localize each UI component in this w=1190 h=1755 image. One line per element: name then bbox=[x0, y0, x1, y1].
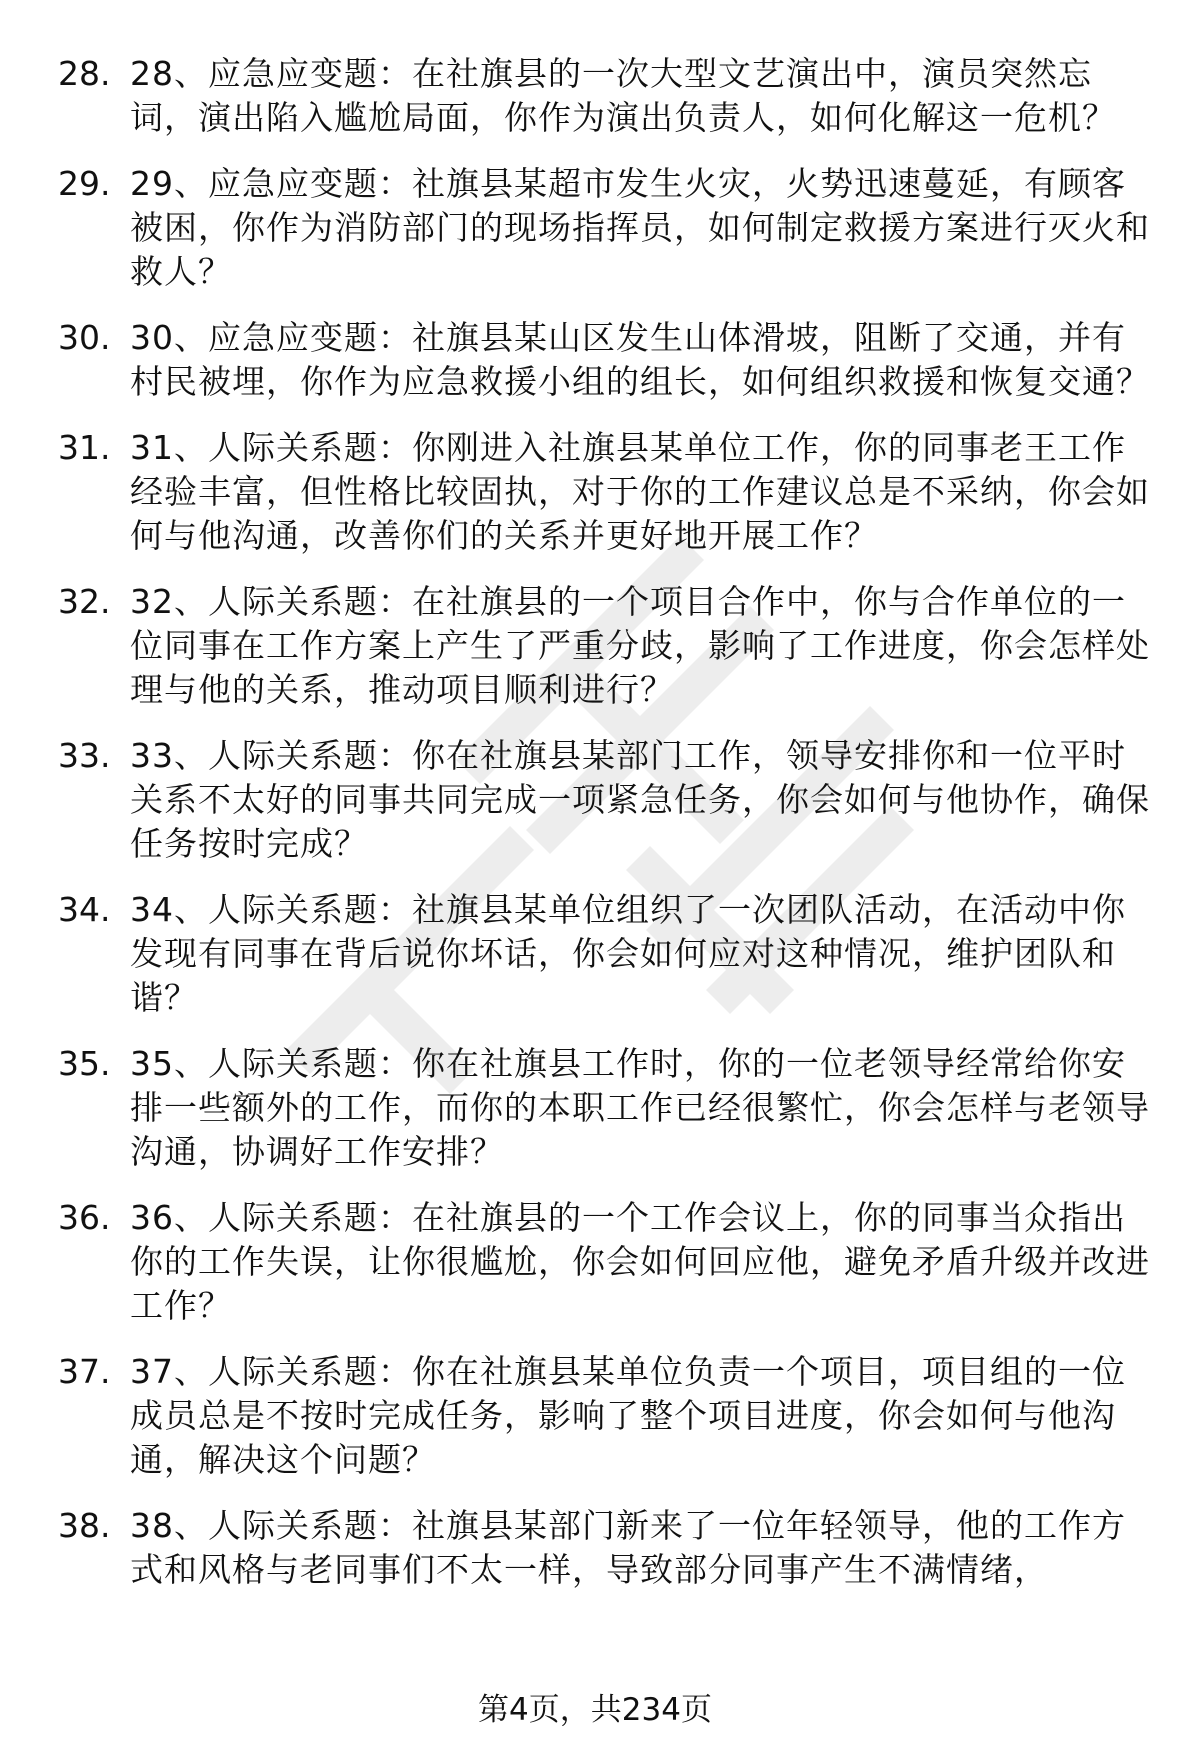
list-item bbox=[58, 1350, 1158, 1482]
question-number: 33. bbox=[58, 736, 111, 775]
list-item bbox=[58, 1196, 1158, 1328]
list-item bbox=[58, 316, 1158, 404]
page-number-footer: 第4页，共234页 bbox=[478, 1692, 712, 1728]
question-text: 29、应急应变题：社旗县某超市发生火灾，火势迅速蔓延，有顾客被困，你作为消防部门的现场指挥员，如何制定救援方案进行灭火和救人？ bbox=[130, 164, 1150, 291]
list-item bbox=[58, 580, 1158, 712]
question-number: 29. bbox=[58, 164, 111, 203]
question-text: 28、应急应变题：在社旗县的一次大型文艺演出中，演员突然忘词，演出陷入尴尬局面，你作为演出负责人，如何化解这一危机？ bbox=[130, 54, 1116, 137]
question-text: 32、人际关系题：在社旗县的一个项目合作中，你与合作单位的一位同事在工作方案上产生了严重分歧，影响了工作进度，你会怎样处理与他的关系，推动项目顺利进行？ bbox=[130, 582, 1150, 709]
question-number: 32. bbox=[58, 582, 111, 621]
list-item bbox=[58, 52, 1158, 140]
list-item bbox=[58, 426, 1158, 558]
list-item bbox=[58, 1504, 1158, 1592]
question-text: 35、人际关系题：你在社旗县工作时，你的一位老领导经常给你安排一些额外的工作，而你的本职工作已经很繁忙，你会怎样与老领导沟通，协调好工作安排？ bbox=[130, 1044, 1150, 1171]
list-item bbox=[58, 888, 1158, 1020]
list-item bbox=[58, 1042, 1158, 1174]
question-text: 38、人际关系题：社旗县某部门新来了一位年轻领导，他的工作方式和风格与老同事们不太一样，导致部分同事产生不满情绪， bbox=[130, 1506, 1126, 1589]
question-number: 37. bbox=[58, 1352, 111, 1391]
question-text: 33、人际关系题：你在社旗县某部门工作，领导安排你和一位平时关系不太好的同事共同完成一项紧急任务，你会如何与他协作，确保任务按时完成？ bbox=[130, 736, 1150, 863]
question-number: 30. bbox=[58, 318, 111, 357]
question-number: 35. bbox=[58, 1044, 111, 1083]
question-text: 31、人际关系题：你刚进入社旗县某单位工作，你的同事老王工作经验丰富，但性格比较固执，对于你的工作建议总是不采纳，你会如何与他沟通，改善你们的关系并更好地开展工作？ bbox=[130, 428, 1150, 555]
question-number: 38. bbox=[58, 1506, 111, 1545]
list-item bbox=[58, 162, 1158, 294]
question-number: 31. bbox=[58, 428, 111, 467]
question-list bbox=[58, 52, 1158, 1614]
question-number: 28. bbox=[58, 54, 111, 93]
question-number: 34. bbox=[58, 890, 111, 929]
question-text: 37、人际关系题：你在社旗县某单位负责一个项目，项目组的一位成员总是不按时完成任务，影响了整个项目进度，你会如何与他沟通，解决这个问题？ bbox=[130, 1352, 1126, 1479]
question-number: 36. bbox=[58, 1198, 111, 1237]
list-item bbox=[58, 734, 1158, 866]
question-text: 36、人际关系题：在社旗县的一个工作会议上，你的同事当众指出你的工作失误，让你很尴尬，你会如何回应他，避免矛盾升级并改进工作？ bbox=[130, 1198, 1150, 1325]
question-text: 30、应急应变题：社旗县某山区发生山体滑坡，阻断了交通，并有村民被埋，你作为应急救援小组的组长，如何组织救援和恢复交通？ bbox=[130, 318, 1150, 401]
question-text: 34、人际关系题：社旗县某单位组织了一次团队活动，在活动中你发现有同事在背后说你坏话，你会如何应对这种情况，维护团队和谐？ bbox=[130, 890, 1126, 1017]
